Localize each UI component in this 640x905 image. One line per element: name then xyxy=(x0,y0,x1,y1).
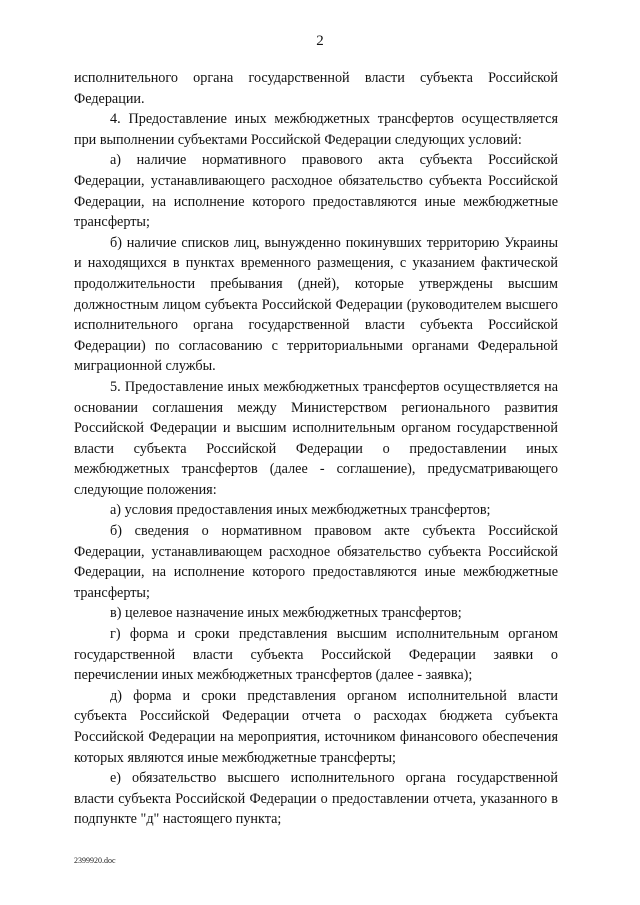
paragraph-clause-5v: в) целевое назначение иных межбюджетных трансфертов; xyxy=(110,605,462,622)
paragraph-clause-5: 5. Предоставление иных межбюджетных трансфертов осуществляется на основании соглашения между Министерством регионального развития Российской Федерации и высшим исполнительным органом государственной власти субъекта Российской Федерации о предоставлении иных межбюджетных трансфертов (далее - соглашение), предусматривающего следующие положения: xyxy=(74,378,558,498)
paragraph-clause-5a: а) условия предоставления иных межбюджетных трансфертов; xyxy=(110,502,491,519)
footer-filename: 2399920.doc xyxy=(74,856,116,865)
paragraph-clause-4a: а) наличие нормативного правового акта субъекта Российской Федерации, устанавливающего расходное обязательство субъекта Российской Федерации, на исполнение которого предоставляются иные межбюджетные трансферты; xyxy=(74,152,558,231)
paragraph-clause-4b: б) наличие списков лиц, вынужденно покинувших территорию Украины и находящихся в пунктах временного размещения, с указанием фактической продолжительности пребывания (дней), которые утверждены высшим должностным лицом субъекта Российской Федерации (руководителем высшего исполнительного органа государственной власти субъекта Российской Федерации) по согласованию с территориальными органами Федеральной миграционной службы. xyxy=(74,234,558,375)
paragraph-clause-5e: е) обязательство высшего исполнительного органа государственной власти субъекта Российской Федерации о предоставлении отчета, указанного в подпункте "д" настоящего пункта; xyxy=(74,770,558,828)
paragraph-continuation: исполнительного органа государственной власти субъекта Российской Федерации. xyxy=(74,70,558,107)
paragraph-clause-5g: г) форма и сроки представления высшим исполнительным органом государственной власти субъекта Российской Федерации заявки о перечислении иных межбюджетных трансфертов (далее - заявка); xyxy=(74,626,558,684)
page-number: 2 xyxy=(316,33,324,49)
paragraph-clause-4: 4. Предоставление иных межбюджетных трансфертов осуществляется при выполнении субъектами Российской Федерации следующих условий: xyxy=(74,111,558,148)
paragraph-clause-5d: д) форма и сроки представления органом исполнительной власти субъекта Российской Федерации отчета о расходах бюджета субъекта Российской Федерации на мероприятия, источником финансового обеспечения которых являются иные межбюджетные трансферты; xyxy=(74,687,558,766)
document-body xyxy=(74,68,558,830)
paragraph-clause-5b: б) сведения о нормативном правовом акте субъекта Российской Федерации, устанавливающем расходное обязательство субъекта Российской Федерации, на исполнение которого предоставляются иные межбюджетные трансферты; xyxy=(74,523,558,601)
